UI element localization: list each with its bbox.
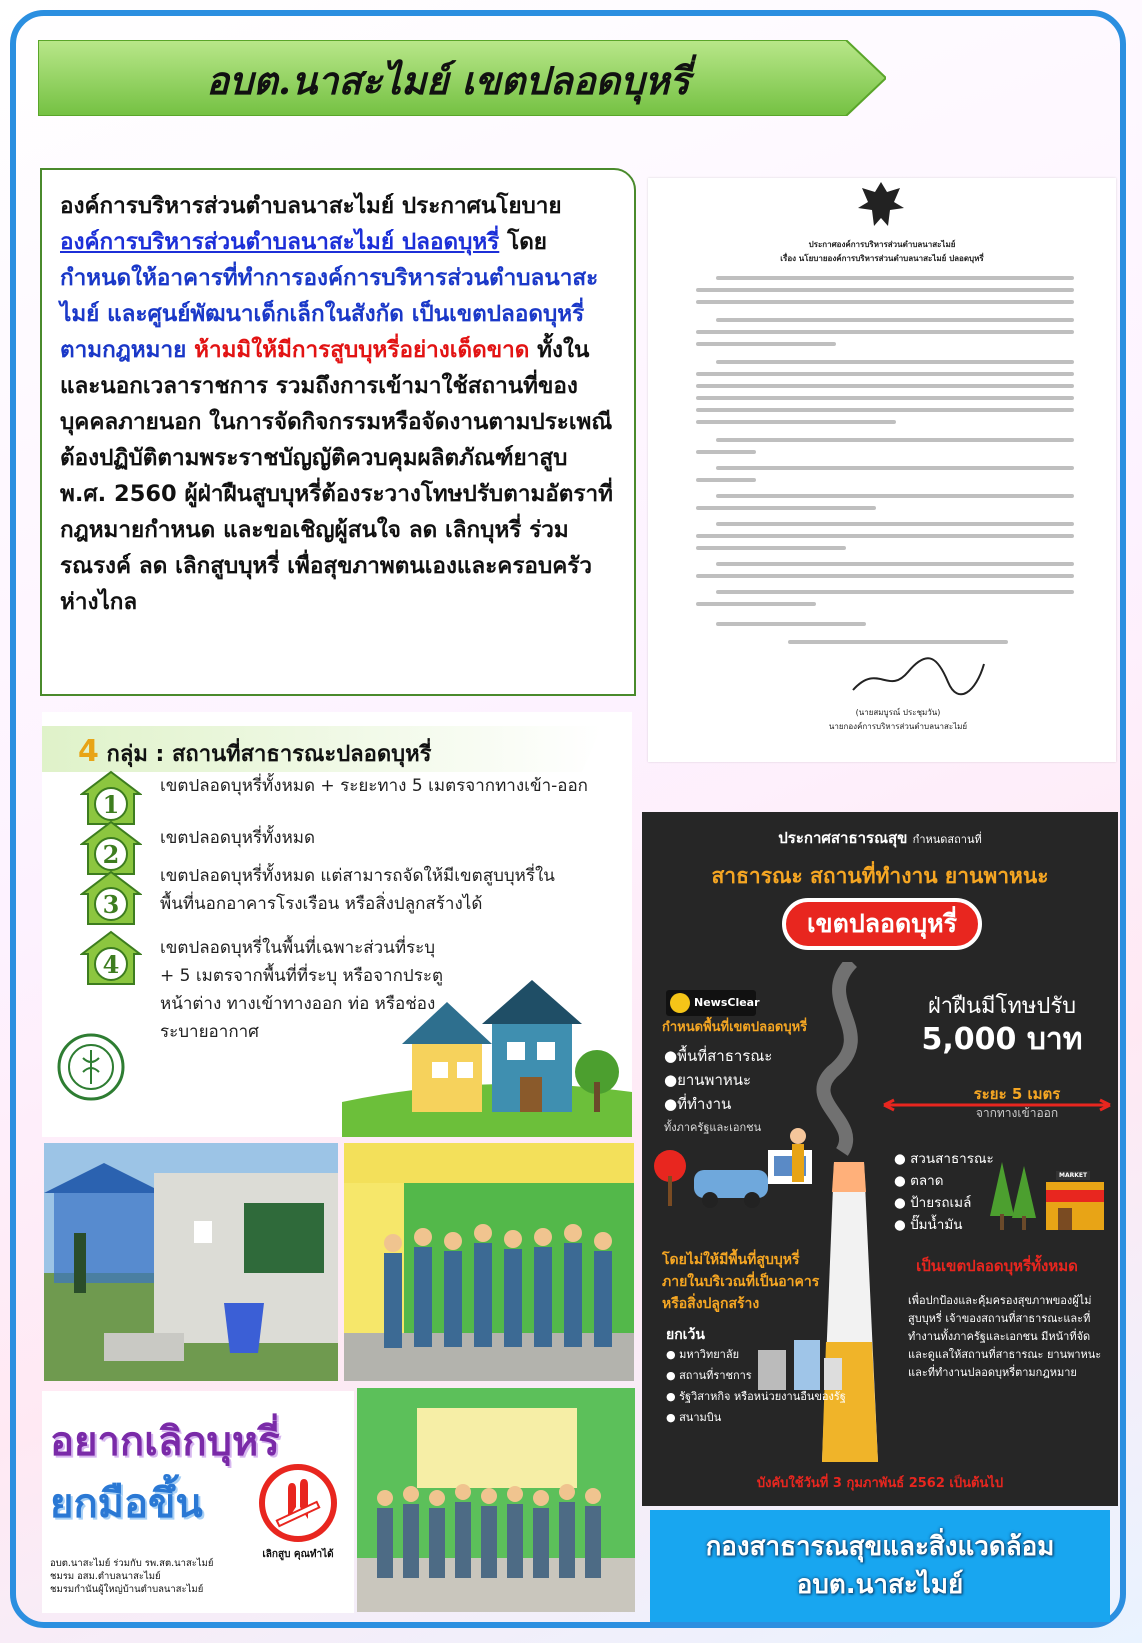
radiation-icon	[670, 993, 690, 1013]
market-illustration	[988, 1152, 1108, 1250]
doc-heading-2: เรื่อง นโยบายองค์การบริหารส่วนตำบลนาสะไมย์ ปลอดบุหรี่	[780, 254, 984, 263]
poster-effective-date: บังคับใช้วันที่ 3 กุมภาพันธ์ 2562 เป็นต้นไป	[756, 1476, 1004, 1491]
poster-distance: ระยะ 5 เมตร	[973, 1085, 1061, 1103]
zones-title-text: กลุ่ม : สถานที่สาธารณะปลอดบุหรี่	[106, 742, 432, 767]
poster-note: เพื่อปกป้องและคุ้มครองสุขภาพของผู้ไม่สูบบุหรี่ เจ้าของสถานที่สาธารณะและที่ทำงานทั้งภาครัฐและเอกชน มีหน้าที่จัดและดูแลให้สถานที่สาธารณะ ยานพาหนะ และที่ทำงานปลอดบุหรี่ตามกฎหมาย	[908, 1294, 1102, 1379]
quit-line-2: ยกมือขึ้น	[50, 1481, 203, 1527]
garuda-emblem-icon	[854, 178, 908, 232]
market-sign: MARKET	[1056, 1171, 1090, 1180]
zone-item-3: เขตปลอดบุหรี่ทั้งหมด แต่สามารถจัดให้มีเขตสูบบุหรี่ในพื้นที่นอกอาคารโรงเรือน หรือสิ่งปลูกสร้างได้	[160, 866, 555, 914]
photo-campaign-group-1	[344, 1143, 634, 1381]
poster-except: ยกเว้น	[666, 1327, 705, 1343]
quit-smoking-box	[42, 1391, 354, 1613]
photo-smoke-free-office	[44, 1143, 338, 1381]
zone-item-1: เขตปลอดบุหรี่ทั้งหมด + ระยะทาง 5 เมตรจากทางเข้า-ออก	[160, 776, 588, 796]
zone-badge-1: 1	[80, 770, 142, 826]
quit-smoking-stamp-icon	[256, 1461, 340, 1545]
quit-credits: อบต.นาสะไมย์ ร่วมกับ รพ.สต.นาสะไมย์ ชมรม อสม.ตำบลนาสะไมย์ ชมรมกำนันผู้ใหญ่บ้านตำบลนาสะไมย์	[50, 1558, 214, 1595]
zones-title	[78, 734, 431, 771]
zone-badge-3: 3	[80, 870, 142, 926]
quit-line-1: อยากเลิกบุหรี่	[50, 1419, 280, 1465]
zone-item-2: เขตปลอดบุหรี่ทั้งหมด	[160, 828, 316, 848]
smoke-free-zones-infographic	[42, 712, 632, 1137]
department-org: อบต.นาสะไมย์	[796, 1570, 964, 1600]
photo-campaign-group-2	[357, 1388, 635, 1612]
department-footer	[650, 1510, 1110, 1622]
poster-distance-sub: จากทางเข้าออก	[975, 1106, 1059, 1120]
poster-subtitle: สาธารณะ สถานที่ทำงาน ยานพาหนะ	[711, 864, 1049, 888]
zone-item-4: เขตปลอดบุหรี่ในพื้นที่เฉพาะส่วนที่ระบุ + 5 เมตรจากพื้นที่ที่ระบุ หรือจากประตูหน้าต่าง ทางเข้าทางออก ท่อ หรือช่องระบายอากาศ	[160, 938, 443, 1042]
poster-except-list: ● มหาวิทยาลัย ● สถานที่ราชการ ● รัฐวิสาหกิจ หรือหน่วยงานอื่นของรัฐ ● สนามบิน	[666, 1348, 846, 1424]
doc-heading-1: ประกาศองค์การบริหารส่วนตำบลนาสะไมย์	[808, 240, 956, 249]
policy-by: โดย	[499, 229, 547, 255]
houses-illustration	[342, 952, 632, 1137]
poster-fine-amount: 5,000 บาท	[921, 1022, 1083, 1057]
zone-badge-2: 2	[80, 820, 142, 876]
policy-intro: องค์การบริหารส่วนตำบลนาสะไมย์ ประกาศนโยบาย	[60, 193, 562, 219]
city-scene-illustration	[648, 1126, 828, 1222]
buildings-illustration	[754, 1340, 844, 1394]
poster-zone-list: ●พื้นที่สาธารณะ ●ยานพาหนะ ●ที่ทำงาน ทั้งภาครัฐและเอกชน	[664, 1047, 773, 1134]
poster-zone-head: กำหนดพื้นที่เขตปลอดบุหรี่	[662, 1020, 808, 1035]
newsclear-logo: NewsClear	[666, 990, 756, 1016]
policy-details: ทั้งในและนอกเวลาราชการ รวมถึงการเข้ามาใช้สถานที่ของบุคคลภายนอก ในการจัดกิจกรรมหรือจัดงานตามประเพณี ต้องปฏิบัติตามพระราชบัญญัติควบคุมผลิตภัณฑ์ยาสูบ พ.ศ. 2560 ผู้ฝ่าฝืนสูบบุหรี่ต้องระวางโทษปรับตามอัตราที่กฎหมายกำหนด และขอเชิญผู้สนใจ ลด เลิกบุหรี่ ร่วมรณรงค์ ลด เลิกสูบบุหรี่ เพื่อสุขภาพตนเองและครอบครัวห่างไกล	[60, 337, 613, 615]
announcement-document	[648, 178, 1116, 762]
banner-title: อบต.นาสะไมย์ เขตปลอดบุหรี่	[206, 57, 690, 103]
poster-smoke-free-badge: เขตปลอดบุหรี่	[782, 898, 982, 950]
quit-stamp-text: เลิกสูบ คุณทำได้	[262, 1549, 334, 1560]
health-department-logo-icon	[56, 1032, 126, 1102]
policy-text-box	[40, 168, 636, 696]
doc-signer-title: นายกองค์การบริหารส่วนตำบลนาสะไมย์	[828, 722, 968, 731]
signature-icon	[848, 652, 988, 702]
policy-prohibition: ห้ามมิให้มีการสูบบุหรี่อย่างเด็ดขาด	[186, 337, 530, 363]
poster-fine-label: ฝ่าฝืนมีโทษปรับ	[927, 994, 1077, 1019]
doc-signer-name: (นายสมบูรณ์ ประชุมวัน)	[855, 708, 941, 717]
poster-announce: ประกาศสาธารณสุข กำหนดสถานที่	[778, 829, 982, 847]
public-health-poster	[642, 812, 1118, 1506]
zones-count: 4	[78, 734, 99, 769]
poster-all-zone: เป็นเขตปลอดบุหรี่ทั้งหมด	[916, 1257, 1078, 1275]
poster-no-smoking-area: โดยไม่ให้มีพื้นที่สูบบุหรี่ภายในบริเวณที่เป็นอาคารหรือสิ่งปลูกสร้าง	[662, 1252, 820, 1312]
poster-places-list: ● สวนสาธารณะ ● ตลาด ● ป้ายรถเมล์ ● ปั๊มน้ำมัน	[894, 1151, 994, 1233]
policy-link[interactable]: องค์การบริหารส่วนตำบลนาสะไมย์ ปลอดบุหรี่	[60, 229, 500, 255]
policy-scope: กำหนดให้อาคารที่ทำการองค์การบริหารส่วนตำบลนาสะไมย์ และศูนย์พัฒนาเด็กเล็กในสังกัด เป็นเขตปลอดบุหรี่ตามกฎหมาย	[60, 265, 599, 363]
department-name: กองสาธารณสุขและสิ่งแวดล้อม	[705, 1532, 1055, 1562]
zone-badge-4: 4	[80, 930, 142, 986]
